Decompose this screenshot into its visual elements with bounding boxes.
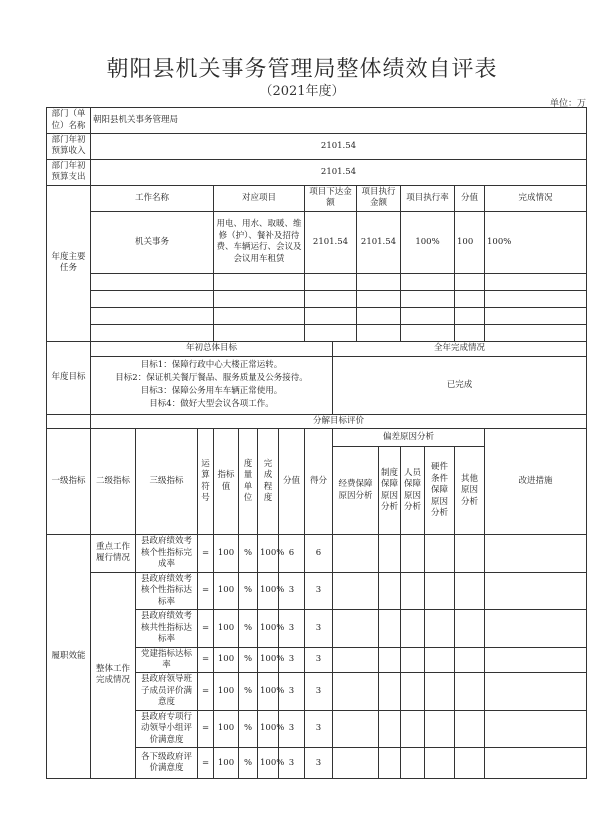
- perf-group: 整体工作完成情况: [91, 572, 136, 779]
- perf-completion: 100%: [258, 647, 279, 673]
- dept-value: 朝阳县机关事务管理局: [91, 108, 587, 134]
- perf-indicator: 县政府绩效考核共性指标达标率: [136, 610, 198, 647]
- perf-got: 3: [305, 572, 333, 609]
- task-empty-row: [47, 273, 587, 290]
- perf-op: =: [198, 610, 214, 647]
- perf-unit: %: [239, 610, 258, 647]
- perf-target: 100: [214, 572, 239, 609]
- perf-got: 3: [305, 673, 333, 710]
- perf-completion: 100%: [258, 673, 279, 710]
- task-name: 机关事务: [91, 211, 214, 273]
- perf-target: 100: [214, 535, 239, 572]
- perf-score: 3: [279, 748, 305, 779]
- header-dev-staff: 人员保障原因分析: [401, 447, 425, 535]
- budget-expense-label: 部门年初预算支出: [47, 159, 91, 185]
- perf-indicator: 县政府专项行动领导小组评价满意度: [136, 710, 198, 747]
- perf-completion: 100%: [258, 610, 279, 647]
- perf-score: 3: [279, 710, 305, 747]
- header-dev-other: 其他原因分析: [455, 447, 485, 535]
- perf-unit: %: [239, 748, 258, 779]
- perf-indicator: 县政府领导班子成员评价满意度: [136, 673, 198, 710]
- goals-list: [91, 356, 333, 414]
- task-row: [47, 211, 587, 273]
- header-dev-system: 制度保障原因分析: [379, 447, 401, 535]
- perf-op: =: [198, 748, 214, 779]
- evaluation-table: [46, 107, 587, 779]
- goals-status: 已完成: [333, 356, 587, 414]
- page-title: 朝阳县机关事务管理局整体绩效自评表: [106, 57, 498, 82]
- table-row: [47, 535, 587, 572]
- header-level1: 一级指标: [47, 429, 91, 535]
- perf-got: 6: [305, 535, 333, 572]
- perf-target: 100: [214, 673, 239, 710]
- task-empty-row: [47, 307, 587, 324]
- header-completion: 完成程度: [258, 429, 279, 535]
- goals-header-row: [47, 341, 587, 356]
- perf-target: 100: [214, 647, 239, 673]
- header-target: 指标值: [214, 429, 239, 535]
- tasks-header-executed: 项目执行金额: [357, 185, 401, 211]
- header-level3: 三级指标: [136, 429, 198, 535]
- tasks-label: 年度主要任务: [47, 185, 91, 341]
- goal-item: 目标4：做好大型会议各项工作。: [149, 399, 274, 410]
- perf-indicator: 党建指标达标率: [136, 647, 198, 673]
- page-subtitle: （2021年度）: [259, 84, 345, 99]
- tasks-header-row: [47, 185, 587, 211]
- task-rate: 100%: [401, 211, 455, 273]
- goals-row: [47, 356, 587, 414]
- tasks-header-name: 工作名称: [91, 185, 214, 211]
- perf-got: 3: [305, 710, 333, 747]
- budget-income-row: [47, 134, 587, 160]
- goals-header-right: 全年完成情况: [333, 341, 587, 356]
- perf-unit: %: [239, 673, 258, 710]
- header-score: 分值: [279, 429, 305, 535]
- tasks-header-status: 完成情况: [485, 185, 587, 211]
- perf-completion: 100%: [258, 535, 279, 572]
- header-dev-hardware: 硬件条件保障原因分析: [425, 447, 455, 535]
- perf-indicator: 各下级政府评价满意度: [136, 748, 198, 779]
- unit-label: 单位：万: [549, 99, 586, 109]
- goals-label: 年度目标: [47, 341, 91, 414]
- header-fix: 改进措施: [485, 429, 587, 535]
- budget-expense-row: [47, 159, 587, 185]
- perf-indicator: 县政府绩效考核个性指标完成率: [136, 535, 198, 572]
- perf-op: =: [198, 535, 214, 572]
- perf-score: 6: [279, 535, 305, 572]
- perf-unit: %: [239, 535, 258, 572]
- budget-income-value: 2101.54: [91, 134, 587, 160]
- perf-score: 3: [279, 673, 305, 710]
- breakdown-title: 分解目标评价: [91, 414, 587, 428]
- goal-item: 目标1：保障行政中心大楼正常运转。: [140, 360, 283, 371]
- task-project: 用电、用水、取暖、维修（护）、餐补及招待费、车辆运行、会议及会议用车租赁: [214, 211, 305, 273]
- budget-income-label: 部门年初预算收入: [47, 134, 91, 160]
- task-empty-row: [47, 290, 587, 307]
- breakdown-corner: [47, 414, 91, 428]
- perf-indicator: 县政府绩效考核个性指标达标率: [136, 572, 198, 609]
- perf-completion: 100%: [258, 572, 279, 609]
- perf-unit: %: [239, 710, 258, 747]
- perf-target: 100: [214, 748, 239, 779]
- task-executed: 2101.54: [357, 211, 401, 273]
- perf-target: 100: [214, 710, 239, 747]
- perf-completion: 100%: [258, 710, 279, 747]
- perf-got: 3: [305, 647, 333, 673]
- header-unit: 度量单位: [239, 429, 258, 535]
- dept-label: 部门（单位）名称: [47, 108, 91, 134]
- header-got: 得分: [305, 429, 333, 535]
- task-score: 100: [455, 211, 485, 273]
- breakdown-title-row: [47, 414, 587, 428]
- perf-op: =: [198, 710, 214, 747]
- perf-op: =: [198, 647, 214, 673]
- tasks-header-score: 分值: [455, 185, 485, 211]
- perf-unit: %: [239, 572, 258, 609]
- tasks-header-issued: 项目下达金额: [305, 185, 357, 211]
- task-empty-row: [47, 324, 587, 341]
- task-status: 100%: [485, 211, 587, 273]
- breakdown-header-row: [47, 429, 587, 447]
- goal-item: 目标2：保证机关餐厅餐品、服务质量及公务接待。: [115, 373, 308, 384]
- perf-got: 3: [305, 748, 333, 779]
- task-issued: 2101.54: [305, 211, 357, 273]
- goals-header-left: 年初总体目标: [91, 341, 333, 356]
- perf-target: 100: [214, 610, 239, 647]
- perf-score: 3: [279, 647, 305, 673]
- header-dev-funding: 经费保障原因分析: [333, 447, 379, 535]
- perf-group: 重点工作履行情况: [91, 535, 136, 572]
- perf-got: 3: [305, 610, 333, 647]
- table-row: [47, 572, 587, 609]
- perf-unit: %: [239, 647, 258, 673]
- header-deviation: 偏差原因分析: [333, 429, 485, 447]
- header-operator: 运算符号: [198, 429, 214, 535]
- perf-completion: 100%: [258, 748, 279, 779]
- tasks-header-project: 对应项目: [214, 185, 305, 211]
- perf-level1: 履职效能: [47, 535, 91, 779]
- tasks-header-rate: 项目执行率: [401, 185, 455, 211]
- dept-row: [47, 108, 587, 134]
- perf-op: =: [198, 673, 214, 710]
- goal-item: 目标3：保障公务用车车辆正常使用。: [140, 386, 283, 397]
- perf-score: 3: [279, 610, 305, 647]
- perf-op: =: [198, 572, 214, 609]
- perf-score: 3: [279, 572, 305, 609]
- header-level2: 二级指标: [91, 429, 136, 535]
- budget-expense-value: 2101.54: [91, 159, 587, 185]
